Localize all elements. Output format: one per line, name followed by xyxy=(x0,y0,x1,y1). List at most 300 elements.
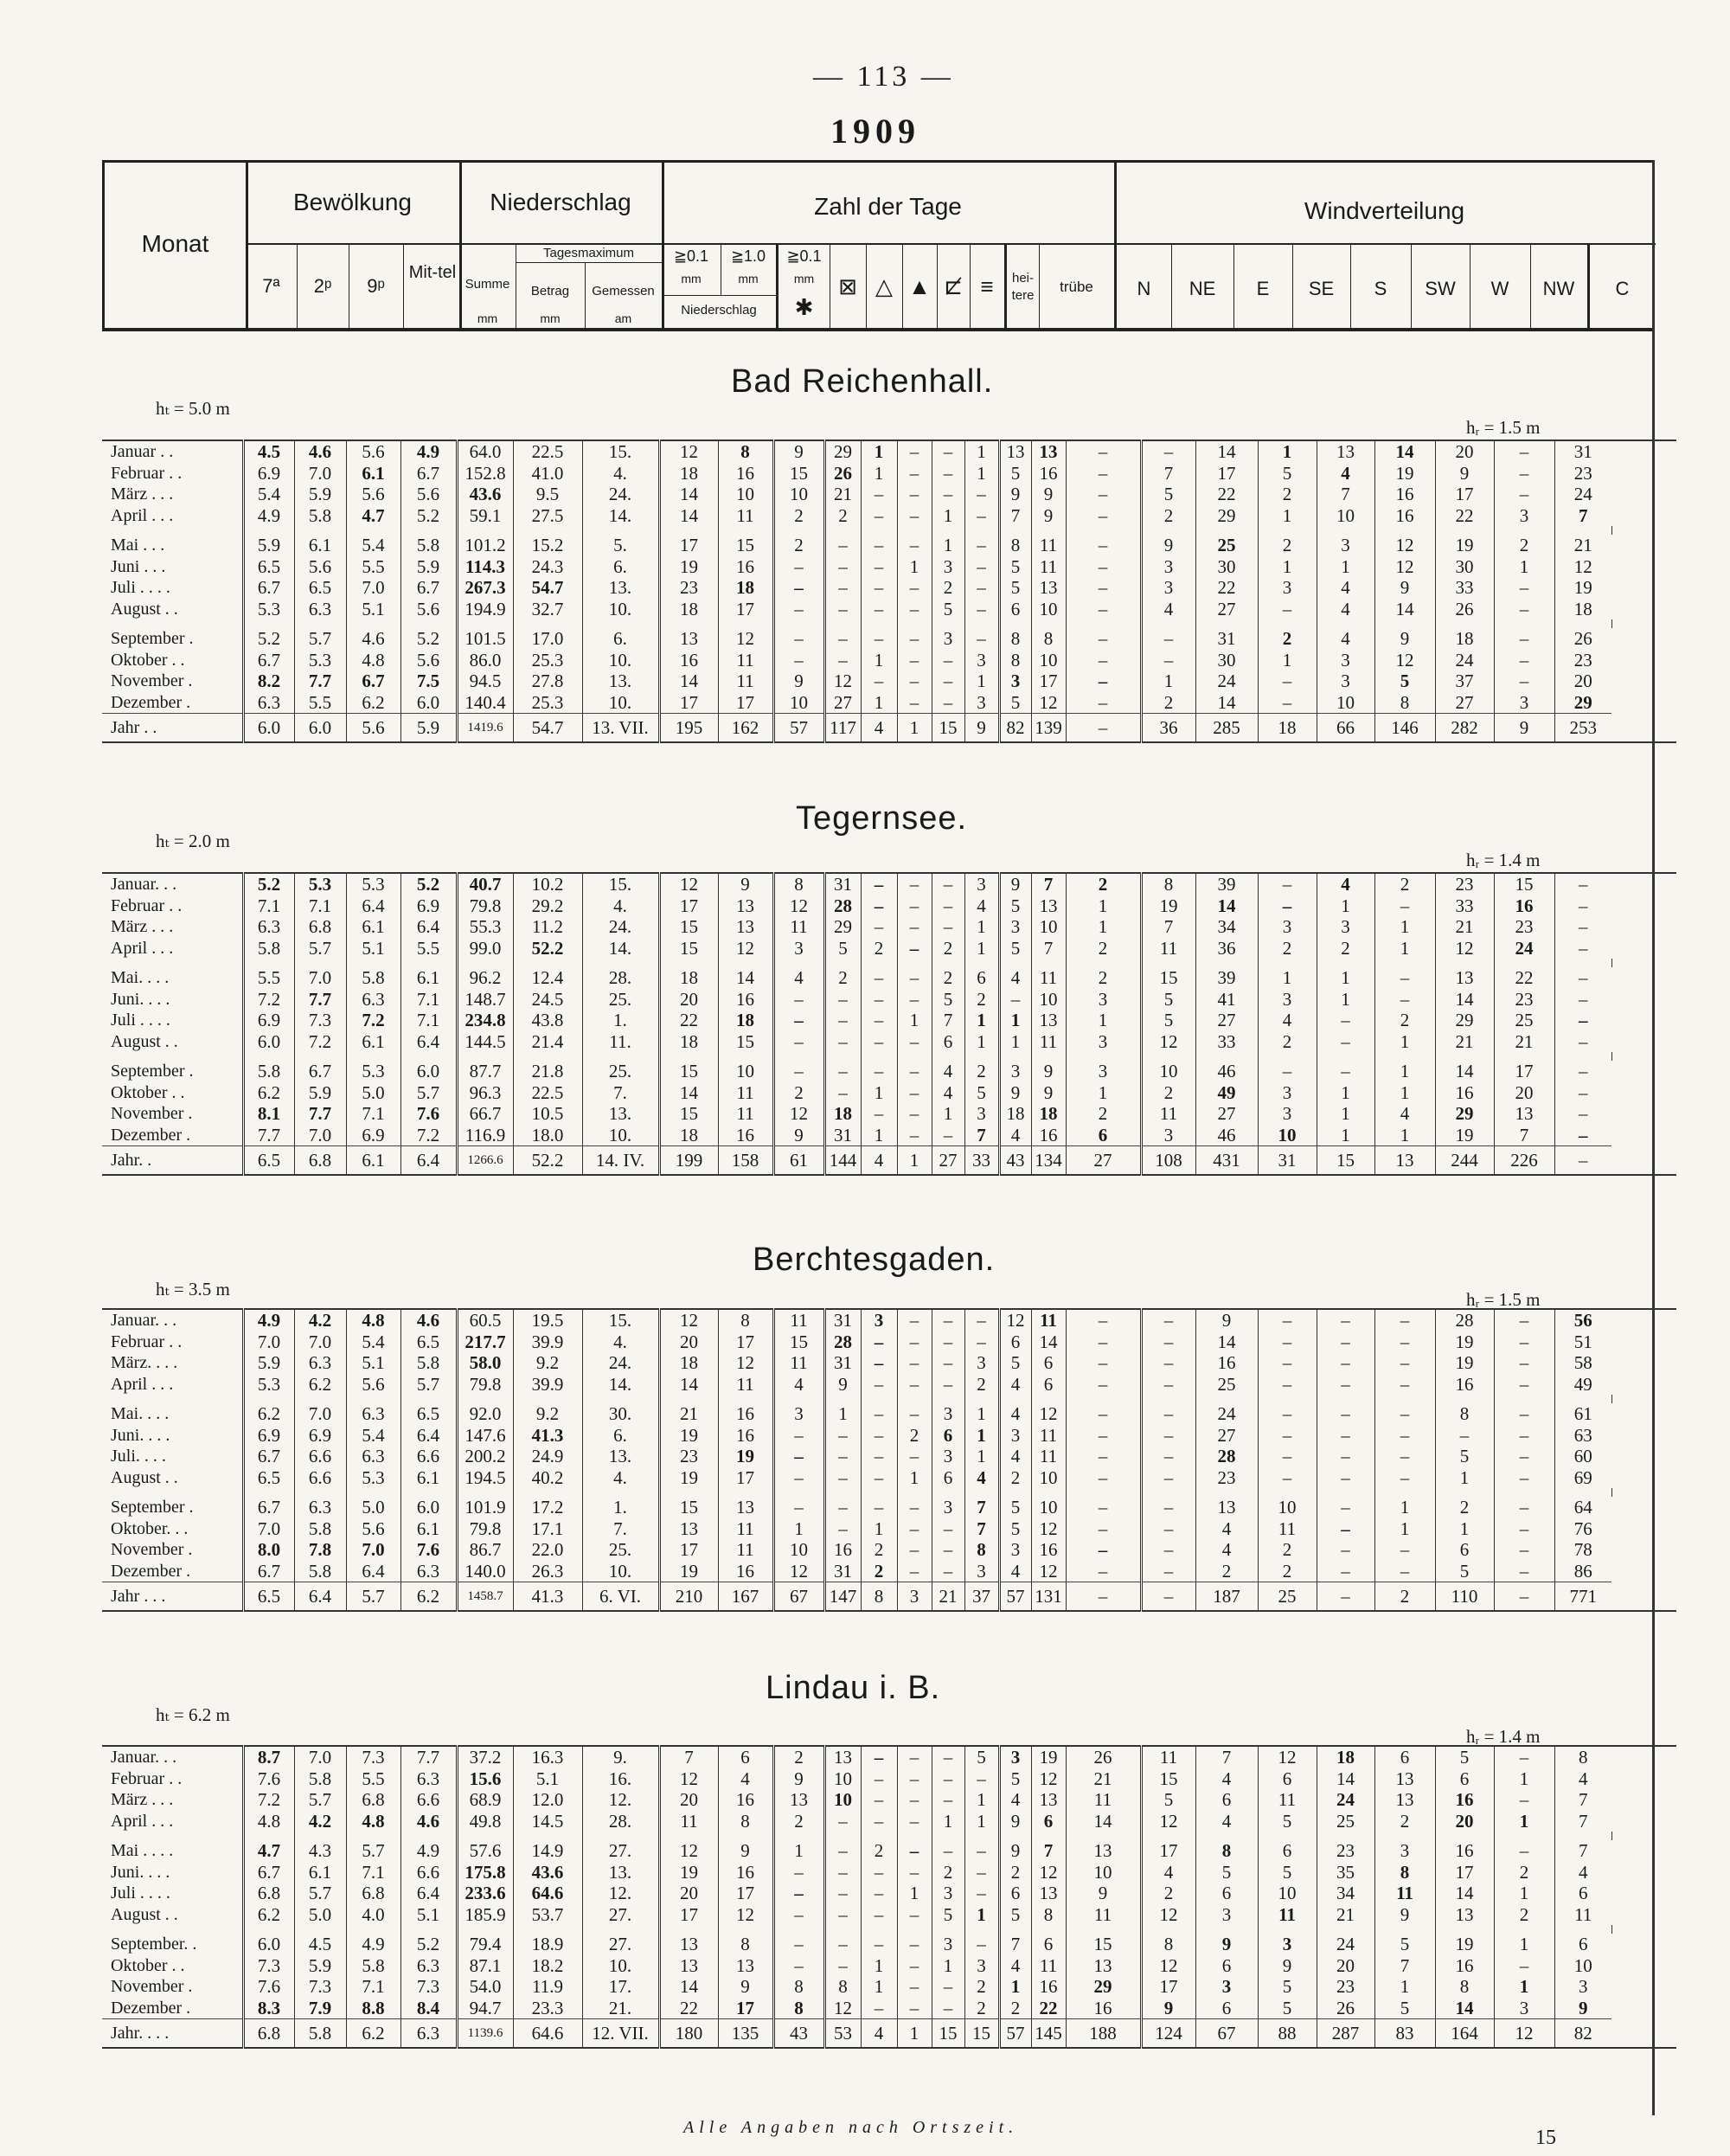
data-cell: – xyxy=(1066,1352,1141,1374)
data-cell: 10 xyxy=(1258,1125,1317,1146)
data-cell: – xyxy=(1317,1518,1374,1540)
data-cell: 17 xyxy=(659,692,718,714)
data-cell: 18 xyxy=(824,1103,861,1125)
spacer-cell xyxy=(1374,619,1435,628)
data-cell: 8.8 xyxy=(346,1998,400,2019)
data-cell: 10 xyxy=(1317,505,1374,527)
spacer-cell xyxy=(1066,526,1141,535)
spacer-cell xyxy=(582,1832,659,1840)
data-cell: 66 xyxy=(1317,714,1374,743)
data-cell: 13 xyxy=(1494,1103,1554,1125)
data-cell: 28 xyxy=(1435,1309,1494,1331)
data-cell: – xyxy=(1317,1561,1374,1582)
data-cell: – xyxy=(1374,1539,1435,1561)
data-cell: 6.2 xyxy=(346,692,400,714)
data-cell: 4 xyxy=(1195,1518,1258,1540)
data-cell: 23 xyxy=(1494,989,1554,1011)
data-cell: 5 xyxy=(1258,1998,1317,2019)
data-cell: 6 xyxy=(1031,1934,1066,1955)
data-cell: – xyxy=(1258,1352,1317,1374)
data-cell: 5 xyxy=(999,1518,1031,1540)
data-cell: 20 xyxy=(659,1883,718,1904)
data-cell: 13. VII. xyxy=(582,714,659,743)
data-cell: 1 xyxy=(1317,1103,1374,1125)
station-table xyxy=(102,1745,1676,2049)
data-cell: 54.0 xyxy=(457,1976,513,1998)
spacer-cell xyxy=(1494,1832,1554,1840)
data-cell: 22.5 xyxy=(513,440,582,463)
data-cell: 1 xyxy=(932,535,964,556)
data-cell: 1 xyxy=(1494,1976,1554,1998)
data-cell: 6.3 xyxy=(400,1955,457,1977)
data-cell: 5 xyxy=(999,556,1031,578)
data-cell: – xyxy=(897,577,932,599)
spacer-cell xyxy=(659,526,718,535)
month-label: November . xyxy=(111,671,193,690)
data-cell: – xyxy=(773,650,824,671)
data-cell: – xyxy=(964,1309,999,1331)
data-cell: 6.8 xyxy=(346,1883,400,1904)
spacer-cell xyxy=(773,1395,824,1403)
data-cell: 10 xyxy=(1554,1955,1611,1977)
data-cell: 7.0 xyxy=(294,1746,346,1768)
data-cell: – xyxy=(1317,1582,1374,1612)
data-cell: 5.6 xyxy=(346,440,400,463)
data-cell: 12 xyxy=(659,873,718,895)
data-cell: 12 xyxy=(659,1840,718,1862)
data-cell: 18 xyxy=(1317,1746,1374,1768)
data-cell: 18 xyxy=(1031,1103,1066,1125)
data-cell: 6.3 xyxy=(243,916,294,938)
data-cell: 15 xyxy=(773,463,824,484)
data-cell: – xyxy=(897,484,932,505)
data-cell: 9 xyxy=(1554,1998,1611,2019)
data-cell: 2 xyxy=(1258,628,1317,650)
thermometer-height: hₜ = 6.2 m xyxy=(156,1704,230,1725)
data-cell: 5 xyxy=(1141,1789,1195,1811)
data-cell: 6 xyxy=(999,1883,1031,1904)
month-label: Juli . . . . xyxy=(111,578,170,597)
spacer-cell xyxy=(897,619,932,628)
data-cell: 3 xyxy=(1258,1934,1317,1955)
data-cell: 13 xyxy=(1374,1768,1435,1790)
data-cell: 13 xyxy=(1031,440,1066,463)
spacer-cell xyxy=(102,619,243,628)
data-cell: 15 xyxy=(1141,967,1195,989)
data-cell: 29 xyxy=(1435,1103,1494,1125)
month-label: August . . xyxy=(111,1031,178,1051)
fog-icon: ≡ xyxy=(980,273,994,299)
spacer-cell xyxy=(1066,1832,1141,1840)
data-cell: 7 xyxy=(1374,1955,1435,1977)
spacer-cell xyxy=(659,959,718,967)
data-cell: – xyxy=(1066,1403,1141,1425)
spacer-cell xyxy=(1031,1488,1066,1497)
data-cell: 3 xyxy=(999,916,1031,938)
data-cell: 6.4 xyxy=(346,1561,400,1582)
data-cell: 16 xyxy=(718,463,773,484)
data-cell: – xyxy=(932,1561,964,1582)
data-cell: 11 xyxy=(773,1309,824,1331)
data-cell: 6 xyxy=(999,1331,1031,1353)
data-cell: – xyxy=(861,1010,897,1031)
data-cell: 29 xyxy=(824,916,861,938)
data-cell: – xyxy=(897,1331,932,1353)
data-cell: – xyxy=(1141,1374,1195,1396)
spacer-cell xyxy=(659,1925,718,1934)
data-cell: 27.8 xyxy=(513,671,582,692)
spacer-cell xyxy=(999,1488,1031,1497)
row-spacer xyxy=(102,1925,1676,1934)
data-cell: – xyxy=(861,1862,897,1883)
data-cell: 1 xyxy=(1435,1518,1494,1540)
data-cell: 1 xyxy=(861,1955,897,1977)
data-cell: 17.0 xyxy=(513,628,582,650)
data-cell: 2 xyxy=(999,1998,1031,2019)
data-cell: – xyxy=(1141,1425,1195,1447)
data-cell: 2 xyxy=(1374,1582,1435,1612)
data-cell: – xyxy=(964,1883,999,1904)
data-cell: 17 xyxy=(659,1539,718,1561)
data-cell: – xyxy=(861,484,897,505)
spacer-cell xyxy=(1435,959,1494,967)
data-cell: – xyxy=(1554,989,1611,1011)
data-cell: 7.2 xyxy=(243,1789,294,1811)
data-cell: 22.0 xyxy=(513,1539,582,1561)
data-cell: 1 xyxy=(999,1976,1031,1998)
data-cell: 19.5 xyxy=(513,1309,582,1331)
spacer-cell xyxy=(1494,619,1554,628)
spacer-cell xyxy=(1195,1052,1258,1061)
month-row xyxy=(102,1561,1676,1582)
data-cell: 1 xyxy=(861,650,897,671)
spacer-cell xyxy=(457,526,513,535)
data-cell: 9. xyxy=(582,1746,659,1768)
data-cell: 8 xyxy=(999,628,1031,650)
month-label: Jahr . . . xyxy=(102,1582,243,1612)
data-cell: – xyxy=(824,1497,861,1518)
month-row xyxy=(102,1840,1676,1862)
data-cell: – xyxy=(1141,440,1195,463)
data-cell: 1 xyxy=(1066,916,1141,938)
data-cell: 12 xyxy=(773,1103,824,1125)
data-cell: 2 xyxy=(1141,1082,1195,1104)
data-cell: 4 xyxy=(999,1955,1031,1977)
data-cell: 64 xyxy=(1554,1497,1611,1518)
data-cell: 18 xyxy=(1258,714,1317,743)
data-cell: 5. xyxy=(582,535,659,556)
data-cell: 5.6 xyxy=(400,599,457,620)
data-cell: 86.7 xyxy=(457,1539,513,1561)
data-cell: 1 xyxy=(932,1811,964,1832)
data-cell: – xyxy=(861,1998,897,2019)
station-title: Bad Reichenhall. xyxy=(731,363,994,400)
header-wind-s: S xyxy=(1374,278,1387,299)
data-cell: 1 xyxy=(1317,989,1374,1011)
spacer-cell xyxy=(897,526,932,535)
data-cell: – xyxy=(773,1497,824,1518)
data-cell: 17 xyxy=(1141,1840,1195,1862)
data-cell: 19 xyxy=(1435,535,1494,556)
spacer-cell xyxy=(582,1052,659,1061)
data-cell: 6.4 xyxy=(400,916,457,938)
header-b-7a: 7ª xyxy=(262,275,280,297)
data-cell: 96.3 xyxy=(457,1082,513,1104)
data-cell: 1 xyxy=(1374,938,1435,959)
data-cell: 9 xyxy=(773,440,824,463)
data-cell: 15 xyxy=(659,1103,718,1125)
data-cell: – xyxy=(1066,577,1141,599)
data-cell: 5.8 xyxy=(294,1561,346,1582)
data-cell: – xyxy=(1258,1061,1317,1082)
data-cell: 17 xyxy=(1141,1976,1195,1998)
data-cell: 17 xyxy=(1031,671,1066,692)
data-cell: 7.6 xyxy=(243,1976,294,1998)
data-cell: 15 xyxy=(659,916,718,938)
spacer-cell xyxy=(1141,1832,1195,1840)
data-cell: 22.5 xyxy=(513,1082,582,1104)
header-wind-se: SE xyxy=(1308,278,1335,299)
data-cell: – xyxy=(1494,671,1554,692)
data-cell: 4 xyxy=(861,714,897,743)
data-cell: 15 xyxy=(932,2019,964,2049)
data-cell: 12 xyxy=(1141,1031,1195,1053)
data-cell: 5.7 xyxy=(400,1374,457,1396)
data-cell: 17 xyxy=(1195,463,1258,484)
data-cell: 2 xyxy=(1141,692,1195,714)
data-cell: 2 xyxy=(964,1998,999,2019)
spacer-cell xyxy=(1611,1488,1676,1497)
data-cell: 92.0 xyxy=(457,1403,513,1425)
data-cell: 101.5 xyxy=(457,628,513,650)
data-cell: – xyxy=(1141,1309,1195,1331)
header-snow: ≧0.1 xyxy=(786,247,822,265)
data-cell: 3 xyxy=(999,1425,1031,1447)
data-cell: 13 xyxy=(1435,1904,1494,1926)
data-cell: 14 xyxy=(659,484,718,505)
header-wind-n: N xyxy=(1137,278,1151,299)
month-row xyxy=(102,1934,1676,1955)
data-cell: 7.6 xyxy=(243,1768,294,1790)
data-cell: 3 xyxy=(1141,577,1195,599)
data-cell: 3 xyxy=(773,938,824,959)
data-cell: 4. xyxy=(582,463,659,484)
data-cell: 53.7 xyxy=(513,1904,582,1926)
data-cell: 19 xyxy=(1141,895,1195,917)
data-cell: 4 xyxy=(1195,1768,1258,1790)
data-cell: 8 xyxy=(964,1539,999,1561)
data-cell: 26 xyxy=(1435,599,1494,620)
data-cell: 8 xyxy=(773,873,824,895)
spacer-cell xyxy=(294,1488,346,1497)
data-cell: 30 xyxy=(1435,556,1494,578)
data-cell: – xyxy=(1554,1125,1611,1146)
data-cell: 12 xyxy=(773,895,824,917)
data-cell: 1458.7 xyxy=(457,1582,513,1612)
data-cell: – xyxy=(932,1374,964,1396)
row-spacer xyxy=(102,959,1676,967)
data-cell: 10 xyxy=(1031,989,1066,1011)
data-cell: 52.2 xyxy=(513,938,582,959)
spacer-cell xyxy=(102,1395,243,1403)
data-cell: 6.5 xyxy=(243,1146,294,1176)
spacer-cell xyxy=(1554,1832,1611,1840)
data-cell: 6.1 xyxy=(346,1031,400,1053)
data-cell: 7.0 xyxy=(294,463,346,484)
data-cell: 16 xyxy=(1195,1352,1258,1374)
data-cell: 7.1 xyxy=(243,895,294,917)
data-cell: 10.5 xyxy=(513,1103,582,1125)
data-cell: 25 xyxy=(1195,1374,1258,1396)
data-cell: 61 xyxy=(1554,1403,1611,1425)
data-cell: 14 xyxy=(659,505,718,527)
data-cell: 11 xyxy=(773,916,824,938)
data-cell: 6.9 xyxy=(294,1425,346,1447)
data-cell: 54.7 xyxy=(513,714,582,743)
data-cell: 12 xyxy=(1374,535,1435,556)
row-spacer xyxy=(102,1488,1676,1497)
data-cell: 86.0 xyxy=(457,650,513,671)
data-cell: 11 xyxy=(1374,1883,1435,1904)
data-cell: 2 xyxy=(861,1539,897,1561)
data-cell: 39 xyxy=(1195,967,1258,989)
data-cell: 5.6 xyxy=(400,484,457,505)
data-cell: – xyxy=(932,1840,964,1862)
data-cell: 16 xyxy=(824,1539,861,1561)
data-cell: 7.9 xyxy=(294,1998,346,2019)
data-cell: 13 xyxy=(999,440,1031,463)
data-cell: 12.0 xyxy=(513,1789,582,1811)
data-cell: 61 xyxy=(773,1146,824,1176)
thermometer-height: hₜ = 3.5 m xyxy=(156,1279,230,1299)
data-cell: 2 xyxy=(773,535,824,556)
header-truebe: trübe xyxy=(1060,279,1093,295)
data-cell: 3 xyxy=(1494,505,1554,527)
data-cell: 10. xyxy=(582,650,659,671)
data-cell: 7.7 xyxy=(400,1746,457,1768)
data-cell: – xyxy=(964,599,999,620)
data-cell: 21 xyxy=(932,1582,964,1612)
data-cell: 43 xyxy=(773,2019,824,2049)
month-label: November . xyxy=(111,1977,193,1996)
data-cell: 6.2 xyxy=(243,1082,294,1104)
data-cell: 5.7 xyxy=(294,938,346,959)
data-cell: – xyxy=(861,1883,897,1904)
data-cell: 31 xyxy=(824,1561,861,1582)
data-cell: 1. xyxy=(582,1010,659,1031)
data-cell: 12. VII. xyxy=(582,2019,659,2049)
spacer-cell xyxy=(1258,1052,1317,1061)
data-cell: 12. xyxy=(582,1883,659,1904)
data-cell: 9 xyxy=(1031,484,1066,505)
data-cell: 9 xyxy=(999,484,1031,505)
data-cell: 5 xyxy=(999,1352,1031,1374)
month-label: Oktober . . xyxy=(111,650,185,670)
data-cell: 4.6 xyxy=(294,440,346,463)
data-cell: 108 xyxy=(1141,1146,1195,1176)
data-cell: – xyxy=(1554,1082,1611,1104)
month-row xyxy=(102,1467,1676,1489)
data-cell: 24. xyxy=(582,484,659,505)
data-cell: 2 xyxy=(824,505,861,527)
data-cell: 7.6 xyxy=(400,1539,457,1561)
data-cell: 33 xyxy=(1435,577,1494,599)
data-cell: 6 xyxy=(1258,1840,1317,1862)
data-cell: 13. xyxy=(582,577,659,599)
data-cell: 110 xyxy=(1435,1582,1494,1612)
data-cell: – xyxy=(1494,1518,1554,1540)
data-cell: 1 xyxy=(964,671,999,692)
data-cell: 5.6 xyxy=(400,650,457,671)
data-cell: 5 xyxy=(1374,1934,1435,1955)
month-label: Januar . . xyxy=(111,442,174,461)
data-cell: 5.8 xyxy=(294,1768,346,1790)
spacer-cell xyxy=(1611,1052,1676,1061)
data-cell: – xyxy=(897,873,932,895)
data-cell: 2 xyxy=(1141,505,1195,527)
data-cell: 7.0 xyxy=(294,1331,346,1353)
data-cell: 6.7 xyxy=(243,1561,294,1582)
data-cell: 9 xyxy=(999,1082,1031,1104)
data-cell: – xyxy=(1317,1061,1374,1082)
data-cell: 29 xyxy=(1195,505,1258,527)
data-cell: 31 xyxy=(824,1352,861,1374)
month-row xyxy=(102,1125,1676,1146)
data-cell: 5.8 xyxy=(400,1352,457,1374)
data-cell: 5.1 xyxy=(346,599,400,620)
data-cell: 134 xyxy=(1031,1146,1066,1176)
data-cell: 135 xyxy=(718,2019,773,2049)
data-cell: 31 xyxy=(824,873,861,895)
data-cell: 8 xyxy=(718,1309,773,1331)
spacer-cell xyxy=(582,619,659,628)
data-cell: – xyxy=(1066,628,1141,650)
data-cell: 14 xyxy=(718,967,773,989)
data-cell: 12 xyxy=(1494,2019,1554,2049)
data-cell: 13 xyxy=(1317,440,1374,463)
data-cell: 9 xyxy=(1435,463,1494,484)
data-cell: 5.7 xyxy=(294,1789,346,1811)
data-cell: 99.0 xyxy=(457,938,513,959)
data-cell: 78 xyxy=(1554,1539,1611,1561)
spacer-cell xyxy=(1435,1925,1494,1934)
data-cell: 17 xyxy=(659,1904,718,1926)
spacer-cell xyxy=(773,1052,824,1061)
data-cell: 9 xyxy=(999,1811,1031,1832)
data-cell: 13 xyxy=(1031,1883,1066,1904)
data-cell: 7 xyxy=(932,1010,964,1031)
month-row xyxy=(102,1998,1676,2019)
data-cell: – xyxy=(861,1103,897,1125)
data-cell: 7.7 xyxy=(294,1103,346,1125)
data-cell: 19 xyxy=(1435,1934,1494,1955)
data-cell: – xyxy=(897,1446,932,1467)
data-cell: 43 xyxy=(999,1146,1031,1176)
data-cell: 139 xyxy=(1031,714,1066,743)
spacer-cell xyxy=(659,1395,718,1403)
data-cell: 9.2 xyxy=(513,1403,582,1425)
data-cell: 4.7 xyxy=(346,505,400,527)
data-cell: 14 xyxy=(1435,1883,1494,1904)
data-cell: 31 xyxy=(824,1125,861,1146)
data-cell: 4 xyxy=(1374,1103,1435,1125)
data-cell: 3 xyxy=(932,628,964,650)
data-cell: 145 xyxy=(1031,2019,1066,2049)
data-cell: 144.5 xyxy=(457,1031,513,1053)
data-cell: 114.3 xyxy=(457,556,513,578)
month-row xyxy=(102,1976,1676,1998)
data-cell: 24 xyxy=(1494,938,1554,959)
